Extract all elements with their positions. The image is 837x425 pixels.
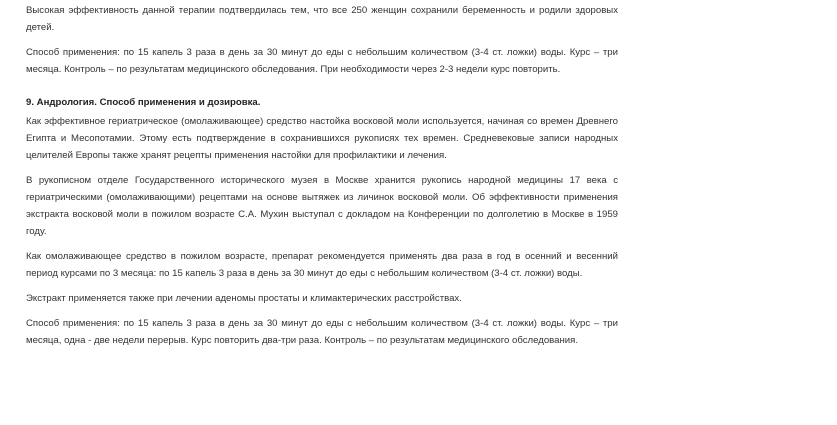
paragraph-dosage-course: Способ применения: по 15 капель 3 раза в день за 30 минут до еды с небольшим количеством (3-4 ст. ложки) воды. Курс – три месяца. Контроль – по результатам медицинского обследования. При необходимости через 2-3 недели курс повторить. bbox=[26, 47, 618, 75]
paragraph-geriatric-history: Как эффективное гериатрическое (омолаживающее) средство настойка восковой моли используется, начиная со времен Древнего Египта и Месопотамии. Этому есть подтверждение в сохранившихся рукописях тех времен. Средневековые записи народных целителей Европы также хранят рецепты применения настойки для профилактики и лечения. bbox=[26, 116, 618, 161]
paragraph-museum-manuscript: В рукописном отделе Государственного исторического музея в Москве хранится рукопись народной медицины 17 века с гериатрическими (омолаживающими) рецептами на основе вытяжек из личинок восковой моли. Об эффективности применения экстракта восковой моли в пожилом возрасте С.А. Мухин выступал с докладом на Конференции по долголетию в Москве в 1959 году. bbox=[26, 175, 618, 237]
section-heading-andrology: 9. Андрология. Способ применения и дозировка. bbox=[26, 97, 261, 108]
paragraph-therapy-efficacy: Высокая эффективность данной терапии подтвердилась тем, что все 250 женщин сохранили беременность и родили здоровых детей. bbox=[26, 5, 618, 33]
article-body bbox=[26, 0, 618, 357]
paragraph-prostate-treatment: Экстракт применяется также при лечении аденомы простаты и климактерических расстройствах. bbox=[26, 293, 462, 304]
paragraph-dosage-repeat: Способ применения: по 15 капель 3 раза в день за 30 минут до еды с небольшим количеством (3-4 ст. ложки) воды. Курс – три месяца, одна - две недели перерыв. Курс повторить два-три раза. Контроль – по результатам медицинского обследования. bbox=[26, 318, 618, 346]
paragraph-rejuvenation-course: Как омолаживающее средство в пожилом возрасте, препарат рекомендуется применять два раза в год в осенний и весенний период курсами по 3 месяца: по 15 капель 3 раза в день за 30 минут до еды с небольшим количеством (3-4 ст. ложки) воды. bbox=[26, 251, 618, 279]
